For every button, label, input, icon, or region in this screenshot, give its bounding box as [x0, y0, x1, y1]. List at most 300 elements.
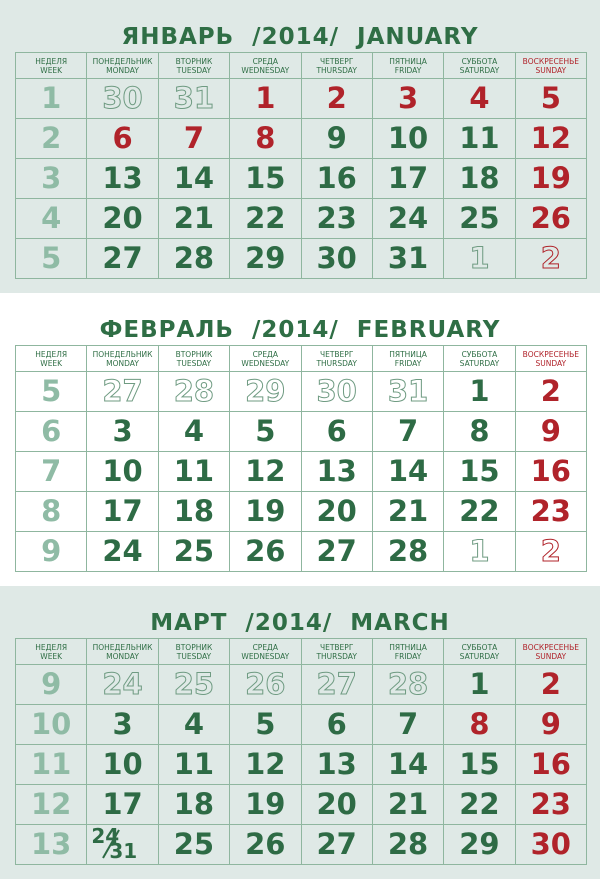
- week-row: [16, 745, 587, 785]
- header-cell: [515, 53, 586, 79]
- day-cell: [444, 159, 515, 199]
- week-row: [16, 199, 587, 239]
- day-number: 28: [387, 534, 429, 568]
- day-number: 25: [173, 534, 215, 568]
- day-number: 25: [173, 827, 215, 861]
- header-en: FRIDAY: [394, 65, 422, 75]
- day-cell: [515, 825, 586, 865]
- day-cell: [230, 785, 301, 825]
- week-number: 7: [41, 454, 62, 488]
- day-number: 9: [326, 121, 347, 155]
- day-number: 23: [316, 201, 357, 235]
- week-number-cell: [16, 119, 87, 159]
- header-ru: ВТОРНИК: [175, 56, 213, 66]
- day-number: 1: [469, 374, 490, 408]
- day-cell: [515, 745, 586, 785]
- day-cell: [372, 785, 443, 825]
- header-cell: [158, 346, 229, 372]
- header-cell: [230, 639, 301, 665]
- day-cell: [158, 79, 229, 119]
- day-cell: [158, 532, 229, 572]
- week-number-cell: [16, 199, 87, 239]
- day-cell: [372, 745, 443, 785]
- header-cell: [515, 639, 586, 665]
- day-number: 13: [102, 161, 143, 195]
- header-ru: ВОСКРЕСЕНЬЕ: [522, 349, 579, 359]
- week-row: [16, 119, 587, 159]
- week-number-cell: [16, 785, 87, 825]
- day-number: 14: [387, 454, 429, 488]
- day-cell: [158, 492, 229, 532]
- week-number-cell: [16, 825, 87, 865]
- day-number: 2: [540, 534, 561, 568]
- header-en: WEEK: [40, 358, 63, 368]
- header-en: SATURDAY: [459, 651, 500, 661]
- day-cell: [372, 372, 443, 412]
- day-cell: [372, 452, 443, 492]
- header-cell: [444, 53, 515, 79]
- header-en: FRIDAY: [394, 651, 422, 661]
- week-number: 3: [41, 161, 62, 195]
- day-number: 3: [397, 81, 419, 115]
- day-cell: [87, 665, 158, 705]
- header-en: SUNDAY: [535, 651, 567, 661]
- calendar-grid: [15, 345, 587, 572]
- day-number: 7: [183, 121, 205, 155]
- day-cell: [87, 492, 158, 532]
- day-number: 11: [173, 454, 215, 488]
- header-en: TUESDAY: [176, 651, 212, 661]
- day-number: 30: [102, 81, 143, 115]
- day-number: 26: [245, 827, 286, 861]
- day-cell: [87, 79, 158, 119]
- header-ru: ЧЕТВЕРГ: [319, 56, 354, 66]
- header-cell: [87, 346, 158, 372]
- day-cell: [444, 825, 515, 865]
- day-number: 21: [173, 201, 215, 235]
- day-cell: [301, 705, 372, 745]
- day-cell: [87, 452, 158, 492]
- day-number: 10: [102, 454, 143, 488]
- day-cell: [230, 412, 301, 452]
- day-number: 3: [112, 707, 133, 741]
- day-number: 4: [183, 707, 205, 741]
- week-row: [16, 532, 587, 572]
- day-cell: [301, 119, 372, 159]
- header-en: WEEK: [40, 651, 63, 661]
- day-cell: [444, 785, 515, 825]
- day-number: 11: [173, 747, 215, 781]
- header-row: [16, 346, 587, 372]
- header-ru: ВОСКРЕСЕНЬЕ: [522, 56, 579, 66]
- week-number: 12: [31, 787, 72, 821]
- header-cell: [444, 639, 515, 665]
- day-number: 16: [530, 747, 571, 781]
- day-cell: [372, 79, 443, 119]
- day-number: 24: [102, 534, 143, 568]
- day-number: 23: [530, 494, 571, 528]
- day-cell: [230, 199, 301, 239]
- day-cell: [158, 199, 229, 239]
- header-en: FRIDAY: [394, 358, 422, 368]
- day-cell: [87, 785, 158, 825]
- week-number: 1: [41, 81, 62, 115]
- day-cell: [230, 825, 301, 865]
- day-cell: [158, 665, 229, 705]
- header-row: [16, 53, 587, 79]
- day-number: 15: [459, 747, 500, 781]
- week-number-cell: [16, 745, 87, 785]
- month-title: ЯНВАРЬ /2014/ JANUARY: [121, 24, 479, 50]
- day-number: 5: [255, 707, 276, 741]
- day-number: 24: [91, 824, 120, 848]
- header-en: MONDAY: [106, 65, 139, 75]
- header-cell: [301, 639, 372, 665]
- day-number: 31: [109, 839, 138, 863]
- day-number: 5: [255, 414, 276, 448]
- day-cell: [301, 79, 372, 119]
- day-cell: [444, 199, 515, 239]
- day-number: 17: [102, 787, 143, 821]
- header-en: MONDAY: [106, 651, 139, 661]
- day-cell: [372, 119, 443, 159]
- week-number: 5: [41, 374, 62, 408]
- day-cell: [372, 159, 443, 199]
- day-number: 1: [469, 241, 490, 275]
- week-number: 4: [41, 201, 62, 235]
- day-number: 25: [173, 667, 215, 701]
- day-number: 24: [102, 667, 143, 701]
- header-cell: [16, 346, 87, 372]
- day-cell: [515, 199, 586, 239]
- day-number: 15: [459, 454, 500, 488]
- header-en: MONDAY: [106, 358, 139, 368]
- header-en: TUESDAY: [176, 65, 212, 75]
- week-row: [16, 159, 587, 199]
- day-number: 15: [245, 161, 286, 195]
- day-cell: [158, 372, 229, 412]
- day-cell: [515, 79, 586, 119]
- day-cell: [372, 825, 443, 865]
- calendar-table: [15, 638, 587, 865]
- day-number: 12: [245, 747, 286, 781]
- day-cell: [444, 372, 515, 412]
- day-cell: [158, 705, 229, 745]
- day-number: 8: [469, 707, 490, 741]
- day-cell: [444, 412, 515, 452]
- header-cell: [372, 346, 443, 372]
- day-cell: [230, 665, 301, 705]
- week-number-cell: [16, 159, 87, 199]
- day-number: 31: [387, 374, 429, 408]
- week-number: 2: [41, 121, 62, 155]
- header-cell: [230, 346, 301, 372]
- day-cell: [230, 372, 301, 412]
- header-cell: [230, 53, 301, 79]
- day-number: 24: [387, 201, 429, 235]
- day-number: 22: [459, 787, 500, 821]
- calendar-table: [15, 52, 587, 279]
- day-number: 31: [173, 81, 215, 115]
- day-cell: [87, 825, 158, 865]
- day-number: 21: [387, 787, 429, 821]
- header-cell: [16, 53, 87, 79]
- day-cell: [515, 452, 586, 492]
- day-number: 26: [245, 534, 286, 568]
- month-january: [0, 0, 600, 293]
- header-en: SUNDAY: [535, 358, 567, 368]
- day-number: 23: [530, 787, 571, 821]
- day-cell: [87, 532, 158, 572]
- week-number-cell: [16, 372, 87, 412]
- day-cell: [515, 705, 586, 745]
- header-row: [16, 639, 587, 665]
- calendar-grid: [15, 52, 587, 279]
- day-number: 10: [387, 121, 429, 155]
- day-number: 27: [102, 374, 143, 408]
- day-cell: [301, 239, 372, 279]
- day-number: 8: [469, 414, 490, 448]
- day-cell: [372, 492, 443, 532]
- day-number: 2: [540, 667, 561, 701]
- day-number: 13: [316, 454, 357, 488]
- day-number: 5: [540, 81, 561, 115]
- header-ru: ЧЕТВЕРГ: [319, 642, 354, 652]
- header-ru: ПЯТНИЦА: [389, 349, 427, 359]
- day-number: 1: [469, 667, 490, 701]
- week-row: [16, 412, 587, 452]
- day-cell: [301, 372, 372, 412]
- header-cell: [158, 53, 229, 79]
- day-number: 4: [469, 81, 490, 115]
- day-cell: [444, 79, 515, 119]
- week-number-cell: [16, 452, 87, 492]
- day-cell: [158, 785, 229, 825]
- day-cell: [515, 665, 586, 705]
- day-number: 20: [102, 201, 143, 235]
- day-cell: [158, 452, 229, 492]
- day-cell: [87, 745, 158, 785]
- week-number: 9: [41, 534, 62, 568]
- day-number: 13: [316, 747, 357, 781]
- calendar-table: [15, 345, 587, 572]
- day-cell: [515, 785, 586, 825]
- week-number: 5: [41, 241, 62, 275]
- month-title: МАРТ /2014/ MARCH: [150, 610, 450, 636]
- day-number-split: [87, 825, 157, 864]
- day-number: 22: [459, 494, 500, 528]
- day-number: 25: [459, 201, 500, 235]
- day-number: 19: [245, 787, 286, 821]
- header-cell: [372, 639, 443, 665]
- day-number: 3: [112, 414, 133, 448]
- day-cell: [158, 745, 229, 785]
- day-cell: [301, 745, 372, 785]
- day-number: 22: [245, 201, 286, 235]
- day-cell: [230, 452, 301, 492]
- day-cell: [158, 412, 229, 452]
- day-cell: [444, 119, 515, 159]
- week-row: [16, 79, 587, 119]
- week-number: 13: [31, 827, 72, 861]
- header-cell: [372, 53, 443, 79]
- header-ru: СУББОТА: [461, 56, 498, 66]
- day-number: 29: [245, 241, 286, 275]
- week-number-cell: [16, 665, 87, 705]
- header-ru: ПЯТНИЦА: [389, 642, 427, 652]
- day-cell: [87, 412, 158, 452]
- week-row: [16, 492, 587, 532]
- week-number-cell: [16, 412, 87, 452]
- day-number: 14: [387, 747, 429, 781]
- week-number-cell: [16, 79, 87, 119]
- day-cell: [301, 532, 372, 572]
- header-ru: ВОСКРЕСЕНЬЕ: [522, 642, 579, 652]
- day-number: 20: [316, 787, 357, 821]
- day-cell: [301, 159, 372, 199]
- day-cell: [158, 239, 229, 279]
- header-en: THURSDAY: [316, 358, 357, 368]
- day-number: 26: [530, 201, 571, 235]
- header-en: SATURDAY: [459, 65, 500, 75]
- header-en: THURSDAY: [316, 65, 357, 75]
- week-number-cell: [16, 492, 87, 532]
- week-number: 11: [31, 747, 72, 781]
- day-cell: [444, 452, 515, 492]
- header-en: WEEK: [40, 65, 63, 75]
- day-number: 1: [255, 81, 276, 115]
- day-number: 6: [112, 121, 133, 155]
- header-en: THURSDAY: [316, 651, 357, 661]
- day-cell: [87, 199, 158, 239]
- header-ru: СРЕДА: [252, 56, 279, 66]
- day-number: 19: [245, 494, 286, 528]
- day-number: 8: [255, 121, 276, 155]
- header-en: WEDNESDAY: [241, 651, 290, 661]
- day-number: 27: [316, 827, 357, 861]
- day-number: 28: [173, 374, 215, 408]
- week-number: 6: [41, 414, 62, 448]
- day-cell: [87, 705, 158, 745]
- day-number: 31: [387, 241, 429, 275]
- day-cell: [515, 532, 586, 572]
- day-cell: [230, 79, 301, 119]
- day-cell: [372, 665, 443, 705]
- day-cell: [372, 199, 443, 239]
- day-number: 21: [387, 494, 429, 528]
- day-number: 7: [397, 414, 419, 448]
- day-cell: [230, 745, 301, 785]
- header-en: SUNDAY: [535, 65, 567, 75]
- header-en: WEDNESDAY: [241, 358, 290, 368]
- header-cell: [515, 346, 586, 372]
- week-row: [16, 825, 587, 865]
- day-cell: [158, 825, 229, 865]
- day-cell: [301, 412, 372, 452]
- week-row: [16, 372, 587, 412]
- day-number: 9: [540, 414, 561, 448]
- week-number-cell: [16, 239, 87, 279]
- day-number: 29: [245, 374, 286, 408]
- day-number: 27: [316, 534, 357, 568]
- day-number: 16: [530, 454, 571, 488]
- day-number: 7: [397, 707, 419, 741]
- header-cell: [444, 346, 515, 372]
- day-number: 18: [173, 494, 215, 528]
- day-number: 18: [173, 787, 215, 821]
- month-february: [0, 293, 600, 586]
- day-number: 2: [540, 241, 561, 275]
- day-number: 6: [326, 707, 347, 741]
- day-number: 28: [387, 827, 429, 861]
- day-number: 10: [102, 747, 143, 781]
- header-cell: [87, 53, 158, 79]
- day-cell: [515, 159, 586, 199]
- day-cell: [230, 492, 301, 532]
- week-row: [16, 785, 587, 825]
- week-number: 8: [41, 494, 62, 528]
- header-ru: СУББОТА: [461, 642, 498, 652]
- day-cell: [87, 159, 158, 199]
- day-cell: [515, 492, 586, 532]
- day-cell: [444, 665, 515, 705]
- day-cell: [515, 239, 586, 279]
- day-cell: [372, 705, 443, 745]
- header-cell: [301, 53, 372, 79]
- header-ru: ПОНЕДЕЛЬНИК: [92, 56, 153, 66]
- header-cell: [16, 639, 87, 665]
- day-number: 17: [387, 161, 429, 195]
- day-cell: [87, 119, 158, 159]
- header-en: WEDNESDAY: [241, 65, 290, 75]
- header-en: SATURDAY: [459, 358, 500, 368]
- day-cell: [372, 412, 443, 452]
- day-number: 20: [316, 494, 357, 528]
- day-cell: [372, 532, 443, 572]
- day-cell: [301, 199, 372, 239]
- header-cell: [87, 639, 158, 665]
- day-cell: [87, 372, 158, 412]
- header-cell: [158, 639, 229, 665]
- day-number: 30: [316, 374, 357, 408]
- day-cell: [444, 745, 515, 785]
- day-cell: [301, 452, 372, 492]
- day-cell: [158, 159, 229, 199]
- header-ru: ЧЕТВЕРГ: [319, 349, 354, 359]
- day-cell: [301, 825, 372, 865]
- day-number: 12: [245, 454, 286, 488]
- day-cell: [444, 532, 515, 572]
- week-row: [16, 665, 587, 705]
- day-cell: [230, 239, 301, 279]
- day-number: 2: [540, 374, 561, 408]
- day-cell: [87, 239, 158, 279]
- header-ru: ВТОРНИК: [175, 349, 213, 359]
- header-ru: ВТОРНИК: [175, 642, 213, 652]
- header-ru: ПОНЕДЕЛЬНИК: [92, 349, 153, 359]
- day-number: 18: [459, 161, 500, 195]
- day-number: 29: [459, 827, 500, 861]
- day-number: 11: [459, 121, 500, 155]
- week-number: 10: [31, 707, 72, 741]
- day-number: 16: [316, 161, 357, 195]
- header-ru: СРЕДА: [252, 642, 279, 652]
- header-ru: ПОНЕДЕЛЬНИК: [92, 642, 153, 652]
- header-ru: НЕДЕЛЯ: [35, 642, 68, 652]
- week-row: [16, 452, 587, 492]
- day-cell: [301, 665, 372, 705]
- day-cell: [515, 372, 586, 412]
